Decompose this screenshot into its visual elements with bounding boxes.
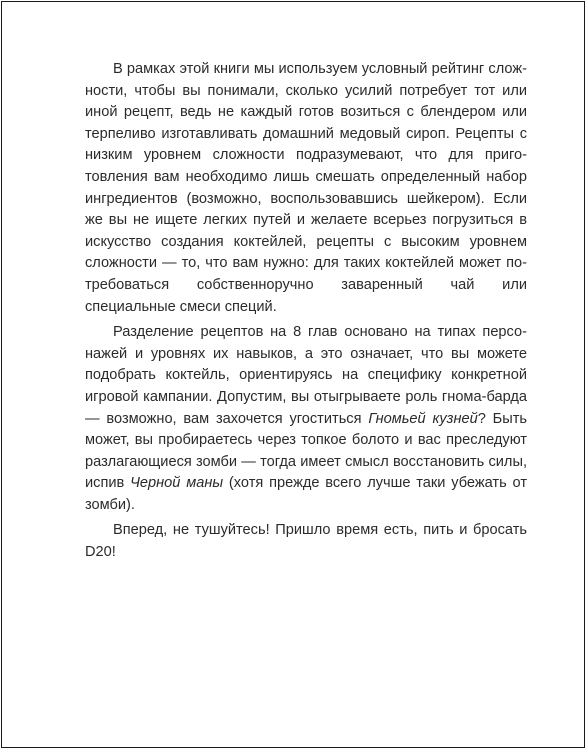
book-page bbox=[1, 1, 585, 748]
paragraph-chapters bbox=[85, 322, 527, 516]
paragraph-text: ? Быть может, вы пробираетесь через топкое болото и вас преследуют разлагающиеся зомби — тогда имеет смысл восстановить силы, испив bbox=[85, 410, 527, 492]
paragraph-text: (хотя прежде всего лучше таки убежать от зомби). bbox=[85, 475, 527, 513]
cocktail-name-black-mana: Черной маны bbox=[130, 475, 224, 492]
paragraph-difficulty-rating bbox=[85, 59, 527, 318]
cocktail-name-gnome-forge: Гномьей кузней bbox=[368, 410, 478, 427]
paragraph-closing bbox=[85, 520, 527, 563]
paragraph-text: Разделение рецептов на 8 глав основано на типах персонажей и уровнях их навыков, а это означает, что вы можете подобрать коктейль, ориентируясь на специфику конкретной игровой кампании. Допустим, вы отыгрываете роль гнома-барда — возможно, вам захочется угоститься bbox=[85, 324, 527, 427]
paragraph-text: Вперед, не тушуйтесь! Пришло время есть, пить и бросать D20! bbox=[85, 522, 527, 561]
body-text bbox=[85, 59, 527, 568]
paragraph-text: В рамках этой книги мы используем условный рейтинг сложности, чтобы вы понимали, сколько усилий потребует тот или иной рецепт, ведь не каждый готов возиться с блендером или терпеливо изготавливать домашний медовый сироп. Рецепты с низким уровнем сложности подразумевают, что для приготовления вам необходимо лишь смешать определенный набор ингредиентов (возможно, воспользовавшись шейкером). Если же вы не ищете легких путей и желаете всерьез погрузиться в искусство создания коктейлей, рецепты с высоким уровнем сложности — то, что вам нужно: для таких коктейлей может потребоваться собственноручно заваренный чай или специальные смеси специй. bbox=[85, 61, 527, 315]
